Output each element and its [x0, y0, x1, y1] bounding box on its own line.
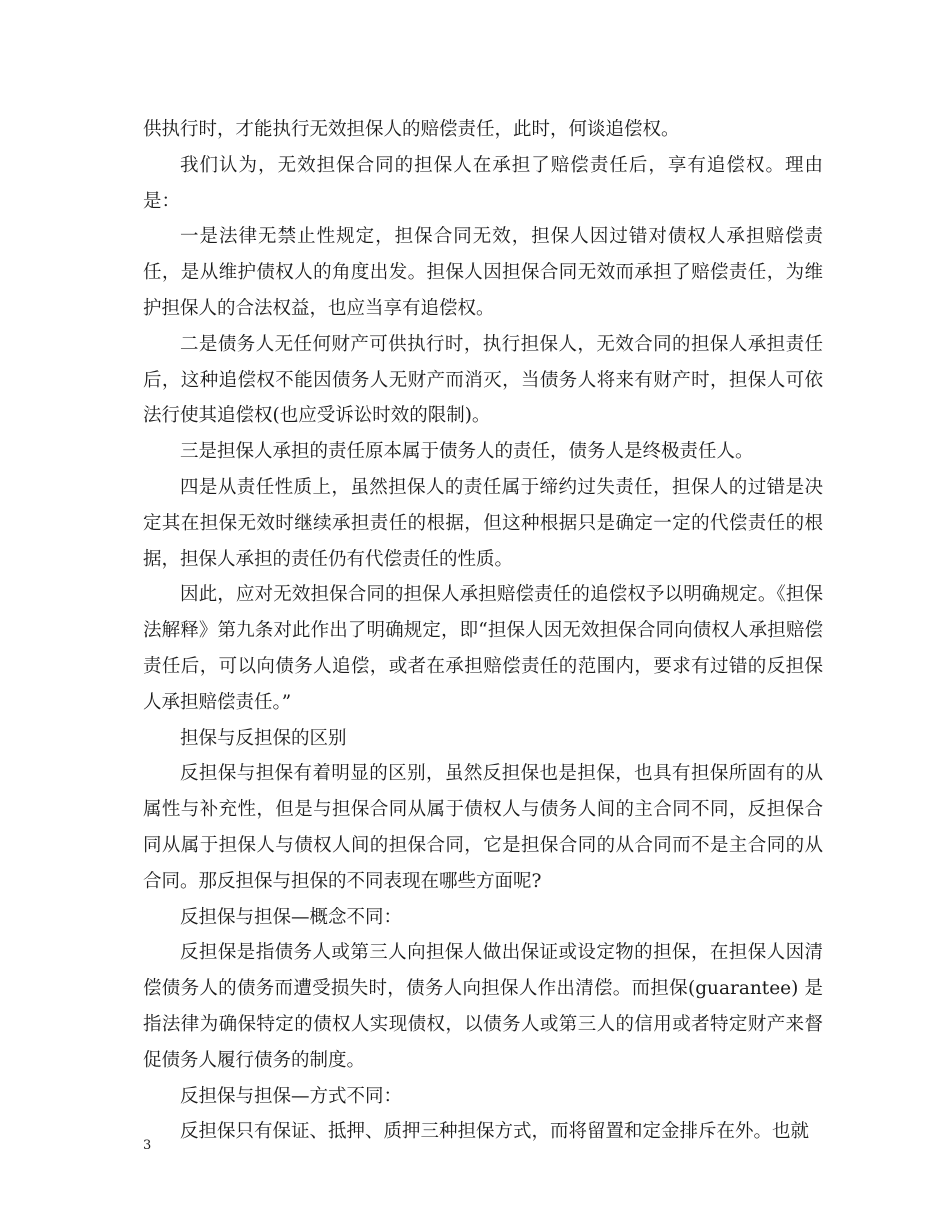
paragraph-11: 反担保是指债务人或第三人向担保人做出保证或设定物的担保，在担保人因清偿债务人的债务而遭受损失时，债务人向担保人作出清偿。而担保(guarantee) 是指法律为确保特定的债权人实现债权，以债务人或第三人的信用或者特定财产来督促债务人履行债务的制度。	[143, 942, 823, 1071]
paragraph-6: 四是从责任性质上，虽然担保人的责任属于缔约过失责任，担保人的过错是决定其在担保无效时继续承担责任的根据，但这种根据只是确定一定的代偿责任的根据，担保人承担的责任仍有代偿责任的性质。	[143, 476, 823, 570]
paragraph-13: 反担保只有保证、抵押、质押三种担保方式，而将留置和定金排斥在外。也就	[180, 1121, 810, 1143]
page-number: 3	[143, 1138, 152, 1153]
section-heading-difference: 担保与反担保的区别	[180, 727, 347, 749]
paragraph-1: 供执行时，才能执行无效担保人的赔偿责任，此时，何谈追偿权。	[143, 119, 680, 140]
subheading-concept: 反担保与担保—概念不同：	[180, 906, 403, 928]
subheading-method: 反担保与担保—方式不同：	[180, 1085, 403, 1107]
body-text	[143, 112, 823, 1150]
paragraph-2: 我们认为，无效担保合同的担保人在承担了赔偿责任后，享有追偿权。理由是：	[143, 154, 823, 212]
paragraph-7: 因此，应对无效担保合同的担保人承担赔偿责任的追偿权予以明确规定。《担保法解释》第九条对此作出了明确规定，即“担保人因无效担保合同向债权人承担赔偿责任后，可以向债务人追偿，或者在承担赔偿责任的范围内，要求有过错的反担保人承担赔偿责任。”	[143, 584, 823, 713]
paragraph-3: 一是法律无禁止性规定，担保合同无效，担保人因过错对债权人承担赔偿责任，是从维护债权人的角度出发。担保人因担保合同无效而承担了赔偿责任，为维护担保人的合法权益，也应当享有追偿权。	[143, 226, 823, 319]
paragraph-9: 反担保与担保有着明显的区别，虽然反担保也是担保，也具有担保所固有的从属性与补充性，但是与担保合同从属于债权人与债务人间的主合同不同，反担保合同从属于担保人与债权人间的担保合同，它是担保合同的从合同而不是主合同的从合同。那反担保与担保的不同表现在哪些方面呢?	[143, 763, 823, 892]
paragraph-4: 二是债务人无任何财产可供执行时，执行担保人，无效合同的担保人承担责任后，这种追偿权不能因债务人无财产而消灭，当债务人将来有财产时，担保人可依法行使其追偿权(也应受诉讼时效的限制)。	[143, 333, 823, 427]
paragraph-5: 三是担保人承担的责任原本属于债务人的责任，债务人是终极责任人。	[180, 441, 754, 463]
